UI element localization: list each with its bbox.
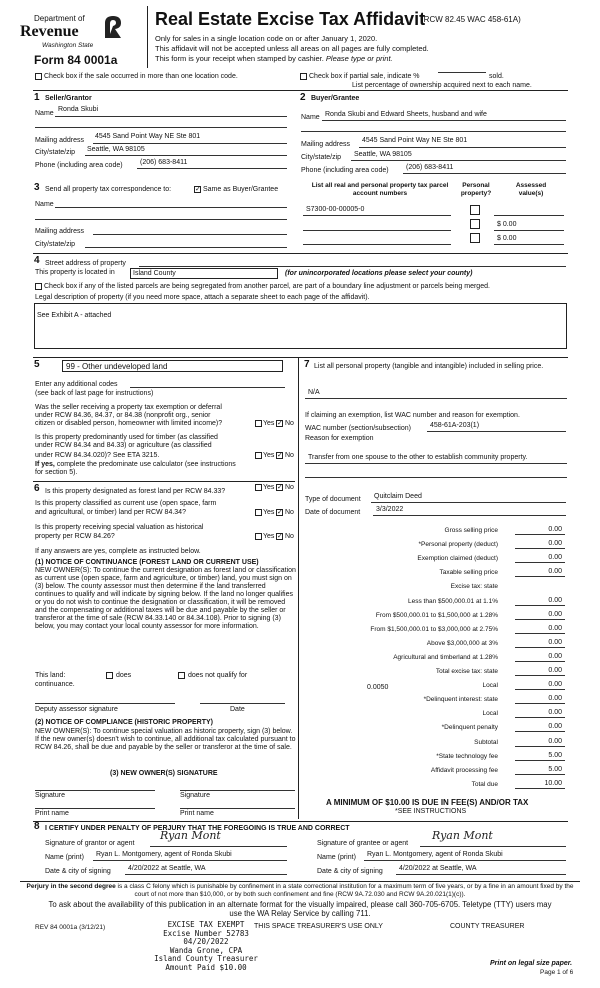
grantee-name: Ryan L. Montgomery, agent of Ronda Skubi [367, 851, 503, 858]
grantor-date-label: Date & city of signing [45, 868, 111, 875]
no-label: No [285, 509, 294, 516]
deputy-sig-field[interactable] [35, 703, 175, 704]
notice1-title: (1) NOTICE OF CONTINUANCE (FOREST LAND OR CURRENT USE) [35, 559, 259, 566]
seller-name-line2 [35, 127, 287, 128]
timber-no-checkbox[interactable]: ✓ [277, 452, 283, 459]
tax-row-value: 10.00 [544, 780, 562, 787]
sec3-name-line2 [35, 219, 287, 220]
forest-no-checkbox[interactable]: ✓ [277, 484, 283, 491]
grantor-date: 4/20/2022 at Seattle, WA [128, 865, 206, 872]
divider [33, 253, 568, 254]
assessed-value-3: $ 0.00 [497, 235, 517, 242]
stamp-line-2: Excise Number 52783 [163, 928, 249, 938]
same-as-buyer-checkbox[interactable]: ✓ [195, 186, 201, 193]
rev-number: REV 84 0001a (3/12/21) [35, 924, 106, 931]
owner1-print-field[interactable] [35, 808, 155, 809]
seller-city: Seattle, WA 98105 [87, 146, 145, 153]
tax-row-field[interactable] [515, 633, 565, 634]
perjury-note [20, 883, 580, 898]
grantor-name-field[interactable] [93, 860, 287, 861]
land-use-code: 99 - Other undeveloped land [66, 362, 168, 371]
dor-logo [16, 6, 128, 50]
tax-row-value: 0.00 [548, 639, 562, 646]
dept-of: Department of [34, 14, 85, 23]
owner1-print-label: Print name [35, 810, 69, 817]
tax-row-label: From $1,500,000.01 to $3,000,000 at 2.75% [370, 626, 498, 633]
seller-phone-field[interactable] [137, 168, 287, 169]
tax-row-value: 0.00 [548, 709, 562, 716]
tax-row-label: Exemption claimed (deduct) [417, 555, 498, 562]
grantee-sig-field[interactable] [420, 846, 566, 847]
page-number: Page 1 of 6 [540, 969, 574, 976]
tax-row-label: Local [482, 682, 498, 689]
does-qualify-checkbox[interactable] [106, 672, 113, 679]
buyer-name-line2 [301, 131, 566, 132]
wac-value: 458-61A-203(1) [430, 422, 480, 429]
county-treasurer-label: COUNTY TREASURER [450, 923, 525, 930]
sec3-name-field[interactable] [55, 207, 287, 208]
doc-date-field[interactable] [373, 515, 566, 516]
street-field[interactable] [139, 266, 566, 267]
tax-row-label: *Personal property (deduct) [418, 541, 498, 548]
timber-q-1: Is this property predominantly used for timber (as classified [35, 434, 218, 441]
stamp-line-5: Island County Treasurer [154, 954, 258, 963]
buyer-city-field[interactable] [351, 160, 566, 161]
buyer-phone: (206) 683-8411 [406, 164, 454, 171]
divider [33, 90, 568, 91]
tax-row-value: 0.00 [548, 695, 562, 702]
timber-yes-checkbox[interactable] [255, 452, 262, 459]
seller-mailing-field[interactable] [93, 143, 287, 144]
new-owner-sig-heading: (3) NEW OWNER(S) SIGNATURE [110, 770, 218, 777]
tax-row-value: 5.00 [548, 766, 562, 773]
tax-row-label: From $500,000.01 to $1,500,000 at 1.28% [375, 612, 498, 619]
tax-row-label: Agricultural and timberland at 1.28% [393, 654, 498, 661]
exempt-q-2: under RCW 84.36, 84.37, or 84.38 (nonprofit org., senior [35, 412, 211, 419]
reason-label: Reason for exemption [305, 435, 374, 442]
personal-property-checkbox-3[interactable] [470, 233, 480, 243]
county-select[interactable] [130, 268, 278, 279]
divider [20, 881, 580, 882]
buyer-mailing-label: Mailing address [301, 141, 351, 148]
tax-row-field[interactable] [515, 717, 565, 718]
buyer-phone-field[interactable] [403, 173, 566, 174]
deputy-sig-label: Deputy assessor signature [35, 706, 118, 713]
deputy-date-label: Date [230, 706, 245, 713]
subtitle-3a: This form is your receipt when stamped by cashier. [155, 54, 324, 63]
assessed-value-1-field[interactable] [494, 215, 564, 216]
same-as-buyer-label: Same as Buyer/Grantee [203, 186, 279, 193]
special-yes-checkbox[interactable] [255, 533, 262, 540]
yes-label: Yes [263, 533, 275, 540]
buyer-name: Ronda Skubi and Edward Sheets, husband and wife [325, 111, 487, 118]
grantee-date: 4/20/2022 at Seattle, WA [399, 865, 477, 872]
seller-mailing-label: Mailing address [35, 137, 85, 144]
seller-mailing: 4545 Sand Point Way NE Ste 801 [95, 133, 201, 140]
wac-field[interactable] [427, 431, 566, 432]
wac-label: WAC number (section/subsection) [305, 425, 411, 432]
alt-format-note: To ask about the availability of this publication in an alternate format for the visually impaired, please call 360-705-6705. Teletype (TTY) users may use the WA Relay Service by calling 711. [48, 900, 552, 918]
grantee-date-field[interactable] [396, 874, 566, 875]
assessed-value-2-field[interactable] [494, 230, 564, 231]
tax-row-value: 0.00 [548, 597, 562, 604]
subtitle-3 [155, 54, 393, 63]
located-label: This property is located in [35, 269, 115, 276]
yes-label: Yes [263, 509, 275, 516]
current-no-checkbox[interactable]: ✓ [277, 509, 283, 516]
land-use-code-select[interactable] [62, 360, 283, 372]
partial-sale-checkbox[interactable] [300, 73, 307, 80]
does-label: does [116, 672, 132, 679]
segregated-checkbox[interactable] [35, 283, 42, 290]
tax-row-label: Total excise tax: state [435, 668, 498, 675]
certify-statement: I CERTIFY UNDER PENALTY OF PERJURY THAT THE FOREGOING IS TRUE AND CORRECT [45, 825, 350, 832]
exempt-q-1: Was the seller receiving a property tax exemption or deferral [35, 404, 222, 411]
doc-date: 3/3/2022 [376, 506, 404, 513]
personal-property-value: N/A [308, 389, 320, 396]
tax-row-field[interactable] [515, 760, 565, 761]
forest-yes-checkbox[interactable] [255, 484, 262, 491]
timber-q-3: under RCW 84.34.020)? See ETA 3215. [35, 452, 160, 459]
tax-row-field[interactable] [515, 562, 565, 563]
sec3-city-label: City/state/zip [35, 241, 76, 248]
yes-label: Yes [263, 484, 275, 491]
section-1-number: 1 [34, 92, 40, 103]
partial-sale-pct-field[interactable] [438, 72, 486, 73]
tax-row-label: Local [482, 710, 498, 717]
notice1-body: NEW OWNER(S): To continue the current designation as forest land or classification as current use (open space, farm and agriculture, or timber) land, you must sign on (3) below. The county assessor must then determine if the land transferred continues to qualify and will indicate by signing below. If the land no longer qualifies or you do not wish to continue the designation or classification, it will be removed and the compensating or additional taxes will be due and payable by the seller or transferor at the time of sale (RCW 84.33.140 or 84.34.108). Prior to signing (3) below, you may contact your local county assessor for more information. [35, 567, 296, 630]
tax-row-field[interactable] [515, 675, 565, 676]
buyer-heading: Buyer/Grantee [311, 95, 360, 102]
tax-row-field[interactable] [515, 548, 565, 549]
tax-row-value: 0.00 [548, 667, 562, 674]
seller-name-label: Name [35, 110, 54, 117]
legal-description-box[interactable] [34, 303, 567, 349]
additional-codes-field[interactable] [130, 387, 285, 388]
tax-row-label: Gross selling price [444, 527, 498, 534]
no-label: No [285, 533, 294, 540]
tax-row-field[interactable] [515, 689, 565, 690]
no-label: No [285, 420, 294, 427]
grantee-date-label: Date & city of signing [317, 868, 383, 875]
segregated-label: Check box if any of the listed parcels are being segregated from another parcel, are part of a boundary line adjustment or parcels being merged. [44, 283, 490, 290]
deputy-date-field[interactable] [200, 703, 285, 704]
notice2-body: NEW OWNER(S): To continue special valuation as historic property, sign (3) below. If the new owner(s) doesn't wish to continue, all additional tax calculated pursuant to RCW 84.26, shall be due and payable by the seller or transferor at the time of sale. [35, 728, 296, 751]
sec3-city-field[interactable] [85, 247, 287, 248]
divider [33, 821, 568, 822]
form-rcw: (RCW 82.45 WAC 458-61A) [421, 15, 521, 24]
owner2-print-field[interactable] [180, 808, 295, 809]
personal-property-line1[interactable] [305, 398, 567, 399]
tax-row-value: 0.00 [548, 554, 562, 561]
tax-row-label: Taxable selling price [439, 569, 498, 576]
buyer-mailing-field[interactable] [359, 147, 566, 148]
treasurer-use-label: THIS SPACE TREASURER'S USE ONLY [254, 923, 383, 930]
ownership-pct-note: List percentage of ownership acquired next to each name. [352, 82, 532, 89]
buyer-name-label: Name [301, 114, 320, 121]
grantor-signature: Ryan Mont [160, 829, 221, 842]
legal-description: See Exhibit A - attached [37, 312, 112, 319]
county-value: Island County [133, 270, 176, 277]
current-q-1: Is this property classified as current use (open space, farm [35, 500, 217, 507]
buyer-phone-label: Phone (including area code) [301, 167, 389, 174]
tax-row-value: 0.00 [548, 653, 562, 660]
seller-heading: Seller/Grantor [45, 95, 92, 102]
special-no-checkbox[interactable]: ✓ [277, 533, 283, 540]
partial-sale-label: Check box if partial sale, indicate % [309, 73, 420, 80]
tax-row-field[interactable] [515, 534, 565, 535]
perjury-rest: is a class C felony which is punishable by confinement in a state correctional institution for a maximum term of five years, or by a fine in an amount fixed by the court of not more than $10,000, or by both such confinement and fine (RCW 9A.72.030 and RCW 9A.20.021(1)(c)). [115, 883, 574, 898]
buyer-city: Seattle, WA 98105 [354, 151, 412, 158]
tax-row-field[interactable] [515, 788, 565, 789]
owner1-sig-label: Signature [35, 792, 65, 799]
sec3-name-label: Name [35, 201, 54, 208]
tax-row-value: 0.00 [548, 540, 562, 547]
grantor-sig-field[interactable] [150, 846, 287, 847]
seller-phone-label: Phone (including area code) [35, 162, 123, 169]
tax-row-value: 0.00 [548, 738, 562, 745]
owner2-print-label: Print name [180, 810, 214, 817]
grantee-sig-label: Signature of grantee or agent [317, 840, 409, 847]
assessed-value-3-field[interactable] [494, 244, 564, 245]
doc-type-label: Type of document [305, 496, 361, 503]
sec3-text: Send all property tax correspondence to: [45, 186, 172, 193]
tax-row-field[interactable] [515, 746, 565, 747]
does-not-qualify-checkbox[interactable] [178, 672, 185, 679]
personal-property-checkbox-1[interactable] [470, 205, 480, 215]
local-rate: 0.0050 [367, 684, 389, 691]
if-yes-line2: for section 5). [35, 469, 78, 476]
if-yes-bold: If yes, [35, 461, 55, 468]
doc-date-label: Date of document [305, 509, 361, 516]
section-8-number: 8 [34, 821, 40, 832]
seller-city-field[interactable] [85, 155, 287, 156]
special-q-2: property per RCW 84.26? [35, 533, 115, 540]
section-4-number: 4 [34, 255, 40, 266]
divider [33, 357, 568, 358]
minimum-due: A MINIMUM OF $10.00 IS DUE IN FEE(S) AND/OR TAX [326, 798, 529, 807]
reason-field[interactable] [305, 463, 567, 464]
tax-row-label: *Delinquent penalty [441, 724, 498, 731]
tax-row-label: Total due [471, 781, 498, 788]
street-label: Street address of property [45, 260, 126, 267]
tax-row-field[interactable] [515, 647, 565, 648]
section-7-number: 7 [304, 359, 310, 370]
subtitle-1: Only for sales in a single location code on or after January 1, 2020. [155, 34, 378, 43]
grantor-name: Ryan L. Montgomery, agent of Ronda Skubi [96, 851, 232, 858]
header-divider [147, 6, 148, 68]
assessed-value-2: $ 0.00 [497, 221, 517, 228]
reason-value: Transfer from one spouse to the other to establish community property. [308, 454, 528, 461]
tax-row-field[interactable] [515, 703, 565, 704]
treasurer-stamp [146, 921, 266, 972]
notice2-title: (2) NOTICE OF COMPLIANCE (HISTORIC PROPERTY) [35, 719, 213, 726]
exempt-q-3: citizen or disabled person, homeowner with limited income)? [35, 420, 223, 427]
section-2-number: 2 [300, 92, 306, 103]
multi-location-label: Check box if the sale occurred in more than one location code. [44, 73, 238, 80]
yes-label: Yes [263, 452, 275, 459]
if-yes-rest: complete the predominate use calculator (see instructions [56, 461, 236, 468]
tax-row-field[interactable] [515, 774, 565, 775]
seller-phone: (206) 683-8411 [140, 159, 188, 166]
tax-row-value: 0.00 [548, 625, 562, 632]
legal-label: Legal description of property (if you need more space, attach a separate sheet to each page of the affidavit). [35, 294, 370, 301]
tax-row-value: 0.00 [548, 723, 562, 730]
parcels-col2: Personal property? [460, 182, 492, 197]
tax-row-value: 0.00 [548, 568, 562, 575]
section-6-number: 6 [34, 483, 40, 494]
grantor-name-label: Name (print) [45, 854, 84, 861]
grantor-sig-label: Signature of grantor or agent [45, 840, 135, 847]
exemption-label: If claiming an exemption, list WAC number and reason for exemption. [305, 412, 520, 419]
no-label: No [285, 452, 294, 459]
dept-state: Washington State [42, 42, 94, 49]
legal-size-note: Print on legal size paper. [490, 960, 573, 967]
owner2-sig-label: Signature [180, 792, 210, 799]
buyer-mailing: 4545 Sand Point Way NE Ste 801 [362, 137, 468, 144]
exempt-yes-checkbox[interactable] [255, 420, 262, 427]
parcel-row-1: S7300-00-00005-0 [306, 206, 365, 213]
parcels-col3: Assessed value(s) [515, 182, 547, 197]
parcel-row-1-field[interactable] [303, 215, 451, 216]
form-number: Form 84 0001a [34, 53, 118, 67]
sold-label: sold. [489, 73, 504, 80]
continuance-label: continuance. [35, 681, 75, 688]
tax-row-label: Affidavit processing fee [430, 767, 498, 774]
perjury-bold: Perjury in the second degree [26, 883, 116, 890]
timber-q-2: under RCW 84.34 and 84.33) or agriculture (as classified [35, 442, 212, 449]
special-q-1: Is this property receiving special valuation as historical [35, 524, 204, 531]
tax-row-field[interactable] [515, 576, 565, 577]
seller-name-field[interactable] [55, 116, 287, 117]
tax-row-value: 0.00 [548, 611, 562, 618]
tax-row-field[interactable] [515, 605, 565, 606]
stamp-line-6: Amount Paid $10.00 [165, 962, 247, 972]
divider [33, 481, 295, 482]
grantor-date-field[interactable] [125, 874, 287, 875]
tax-row-label: *Delinquent interest: state [423, 696, 498, 703]
tax-row-value: 0.00 [548, 526, 562, 533]
see-instructions: *SEE INSTRUCTIONS [395, 808, 467, 815]
forest-q: Is this property designated as forest land per RCW 84.33? [45, 488, 226, 495]
current-q-2: and agricultural, or timber) land per RCW 84.34? [35, 509, 186, 516]
stamp-line-1: EXCISE TAX EXEMPT [167, 920, 245, 929]
tax-row-label: Excise tax: state [450, 583, 498, 590]
seller-city-label: City/state/zip [35, 149, 76, 156]
dept-revenue: Revenue [20, 23, 79, 40]
grantee-name-field[interactable] [364, 860, 566, 861]
owner1-sig-field[interactable] [35, 790, 155, 791]
section-3-number: 3 [34, 182, 40, 193]
parcel-row-2-field[interactable] [303, 230, 451, 231]
doc-type-field[interactable] [371, 502, 566, 503]
tax-row-field[interactable] [515, 731, 565, 732]
does-not-label: does not qualify for [188, 672, 248, 679]
county-note: (for unincorporated locations please select your county) [285, 270, 473, 277]
if-yes-line [35, 461, 236, 469]
see-back-label: (see back of last page for instructions) [35, 390, 154, 397]
sec3-mailing-label: Mailing address [35, 228, 85, 235]
tax-row-value: 5.00 [548, 752, 562, 759]
section-5-number: 5 [34, 359, 40, 370]
this-land-label: This land: [35, 672, 66, 679]
buyer-name-field[interactable] [322, 120, 566, 121]
owner2-sig-field[interactable] [180, 790, 295, 791]
form-title: Real Estate Excise Tax Affidavit [155, 9, 426, 29]
dor-logo-icon [102, 14, 124, 40]
parcel-row-3-field[interactable] [303, 244, 451, 245]
reason-line2 [305, 477, 567, 478]
additional-codes-label: Enter any additional codes [35, 381, 118, 388]
grantee-signature: Ryan Mont [432, 829, 493, 842]
doc-type: Quitclaim Deed [374, 493, 422, 500]
tax-row-value: 0.00 [548, 681, 562, 688]
sec3-mailing-field[interactable] [93, 234, 287, 235]
tax-row-label: Less than $500,000.01 at 1.1% [408, 598, 498, 605]
column-divider [298, 357, 299, 819]
yes-label: Yes [263, 420, 275, 427]
buyer-city-label: City/state/zip [301, 154, 342, 161]
tax-row-field[interactable] [515, 661, 565, 662]
exempt-no-checkbox[interactable]: ✓ [277, 420, 283, 427]
parcels-col1: List all real and personal property tax parcel account numbers [311, 182, 449, 197]
if-any-yes: If any answers are yes, complete as instructed below. [35, 548, 201, 555]
tax-row-label: Above $3,000,000 at 3% [426, 640, 498, 647]
stamp-line-4: Wanda Grone, CPA [169, 945, 243, 955]
subtitle-3b: Please type or print. [325, 54, 393, 63]
sec7-text: List all personal property (tangible and intangible) included in selling price. [314, 363, 544, 370]
personal-property-checkbox-2[interactable] [470, 219, 480, 229]
no-label: No [285, 484, 294, 491]
subtitle-2: This affidavit will not be accepted unless all areas on all pages are fully completed. [155, 44, 429, 53]
grantee-name-label: Name (print) [317, 854, 356, 861]
stamp-line-3: 04/20/2022 [183, 937, 229, 946]
tax-row-label: Subtotal [474, 739, 498, 746]
tax-row-label: *State technology fee [436, 753, 498, 760]
tax-row-field[interactable] [515, 619, 565, 620]
multi-location-checkbox[interactable] [35, 73, 42, 80]
seller-name: Ronda Skubi [58, 106, 99, 113]
current-yes-checkbox[interactable] [255, 509, 262, 516]
